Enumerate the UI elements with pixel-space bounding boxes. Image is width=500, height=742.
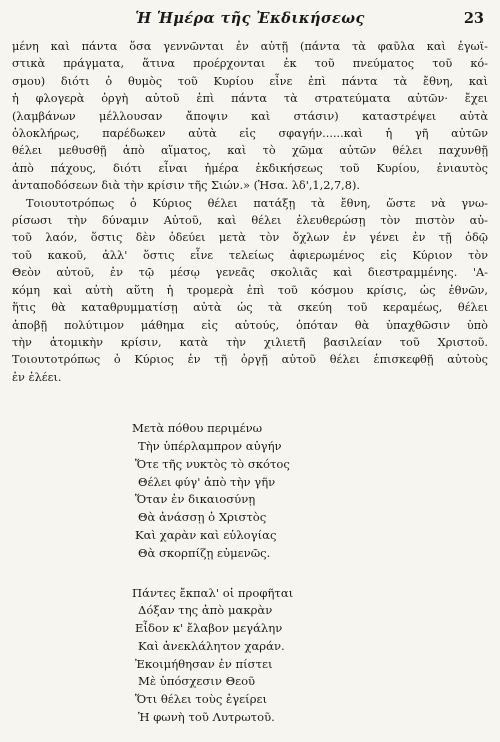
text-line: τοῦ κακοῦ, ἀλλ' ὅστις εἶνε τελείως ἀφιερωμένος εἰς Κύριον τὸν	[12, 248, 488, 262]
verse-line: Μετὰ πόθου περιμένω	[132, 421, 263, 436]
text-line: θέλει μεθυσθῇ ἀπὸ αἵματος, καὶ τὸ χῶμα αὐτῶν θέλει παχυνθῇ	[12, 144, 488, 158]
poem-stanza	[132, 585, 488, 727]
verse-line: Μὲ ὑπόσχεσιν Θεοῦ	[138, 674, 256, 689]
text-line: ἥτις θὰ καταθρυμματίσῃ αὐτὰ ὡς τὰ σκεύη τοῦ κεραμέως, θέλει	[12, 301, 488, 315]
verse-line: Πάντες ἔκπαλ' οἱ προφῆται	[132, 585, 294, 600]
text-line: (λαμβάνων μέλλουσαν ἄποψιν καὶ στάσιν) καταστρέψει αὐτὰ	[12, 109, 488, 123]
text-line: ἐν ἐλέει.	[12, 370, 62, 384]
text-line: Τοιουτοτρόπως ὁ Κύριος ἐν τῇ ὀργῇ αὐτοῦ θέλει ἐπισκεφθῇ αὐτοὺς	[12, 353, 488, 367]
text-line: ρίσωσι τὴν δύναμιν Αὐτοῦ, καὶ θέλει ἐλευθερώσῃ τὸν πιστὸν αὐ-	[12, 214, 488, 228]
text-line: Θεὸν αὐτοῦ, ἐν τῷ μέσῳ γενεᾶς σκολιᾶς καὶ διεστραμμένης. 'Α-	[12, 266, 488, 280]
poem-stanza	[132, 420, 488, 562]
paragraph	[12, 195, 488, 386]
verse-line: Θὰ σκορπίζῃ εὐμενῶς.	[138, 545, 271, 560]
body-text	[12, 38, 488, 386]
text-line: σμου) διότι ὁ θυμὸς τοῦ Κυρίου εἶνε ἐπὶ πάντα τὰ ἔθνη, καὶ	[12, 74, 488, 88]
paragraph	[12, 38, 488, 195]
page-number: 23	[463, 10, 484, 27]
running-title: Ἡ Ἡμέρα τῆς Ἐκδικήσεως	[135, 10, 365, 27]
verse-line: Ἡ φωνὴ τοῦ Λυτρωτοῦ.	[138, 710, 275, 725]
poem	[12, 420, 488, 727]
text-line: ὁλοκλήρως, παρέδωκεν αὐτὰ εἰς σφαγήν......καὶ ἡ γῆ αὐτῶν	[12, 127, 488, 141]
verse-line: Εἶδον κ' ἔλαβον μεγάλην	[135, 621, 283, 636]
verse-line: Καὶ ἀνεκλάλητον χαράν.	[138, 638, 285, 653]
text-line: τὴν ἀτομικὴν κρίσιν, κατὰ τὴν χιλιετῆ βασιλείαν τοῦ Χριστοῦ.	[12, 335, 488, 349]
text-line: κόμη καὶ αὐτὴ αὕτη ἡ τρομερὰ ἐπὶ τοῦ κόσμου κρίσις, ὡς ἐθνῶν,	[12, 283, 488, 297]
verse-line: Ὅτε τῆς νυκτὸς τὸ σκότος	[135, 456, 290, 471]
verse-line: Ἐκοιμήθησαν ἐν πίστει	[135, 656, 273, 671]
verse-line: Θὰ ἀνάσσῃ ὁ Χριστὸς	[138, 510, 267, 525]
text-line: τοῦ λαόν, ὅστις δὲν ὁδεύει μετὰ τὸν ὄχλων ἐν γένει ἐν τῇ ὁδῷ	[12, 231, 488, 245]
verse-line: Καὶ χαρὰν καὶ εὐλογίας	[135, 527, 277, 542]
text-line: ἀποβῇ πολύτιμον μάθημα εἰς αὐτούς, ὁπόταν θὰ ὑπαχθῶσιν ὑπὸ	[12, 318, 488, 332]
text-line: Τοιουτοτρόπως ὁ Κύριος θέλει πατάξῃ τὰ ἔθνη, ὥστε νὰ γνω-	[26, 196, 488, 210]
verse-line: Δόξαν της ἀπὸ μακρὰν	[138, 603, 273, 618]
text-line: μένη καὶ πάντα ὅσα γεννῶνται ἐν αὐτῇ (πάντα τὰ φαῦλα καὶ ἐγωϊ-	[12, 40, 488, 53]
verse-line: Τὴν ὑπέρλαμπρον αὐγήν	[138, 438, 282, 453]
verse-line: Θέλει φύγ' ἀπὸ τὴν γῆν	[138, 474, 276, 489]
text-line: στικὰ πράγματα, ἅτινα προέρχονται ἐκ τοῦ πνεύματος τοῦ κό-	[12, 57, 488, 71]
text-line: ἡ φλογερὰ ὀργὴ αὐτοῦ ἐπὶ πάντα τὰ στρατεύματα αὐτῶν· ἔχει	[12, 92, 488, 106]
verse-line: Ὅτι θέλει τοὺς ἐγείρει	[135, 692, 268, 707]
text-line: ἀνταποδόσεων διὰ τὴν κρίσιν τῆς Σιών.» (Ἡσα. λδ',1,2,7,8).	[12, 179, 360, 193]
verse-line: Ὅταν ἐν δικαιοσύνῃ	[135, 492, 256, 507]
text-line: ἀπὸ πάχους, διότι εἶναι ἡμέρα ἐκδικήσεως τοῦ Κυρίου, ἐνιαυτὸς	[12, 161, 488, 175]
page-header	[12, 4, 488, 38]
